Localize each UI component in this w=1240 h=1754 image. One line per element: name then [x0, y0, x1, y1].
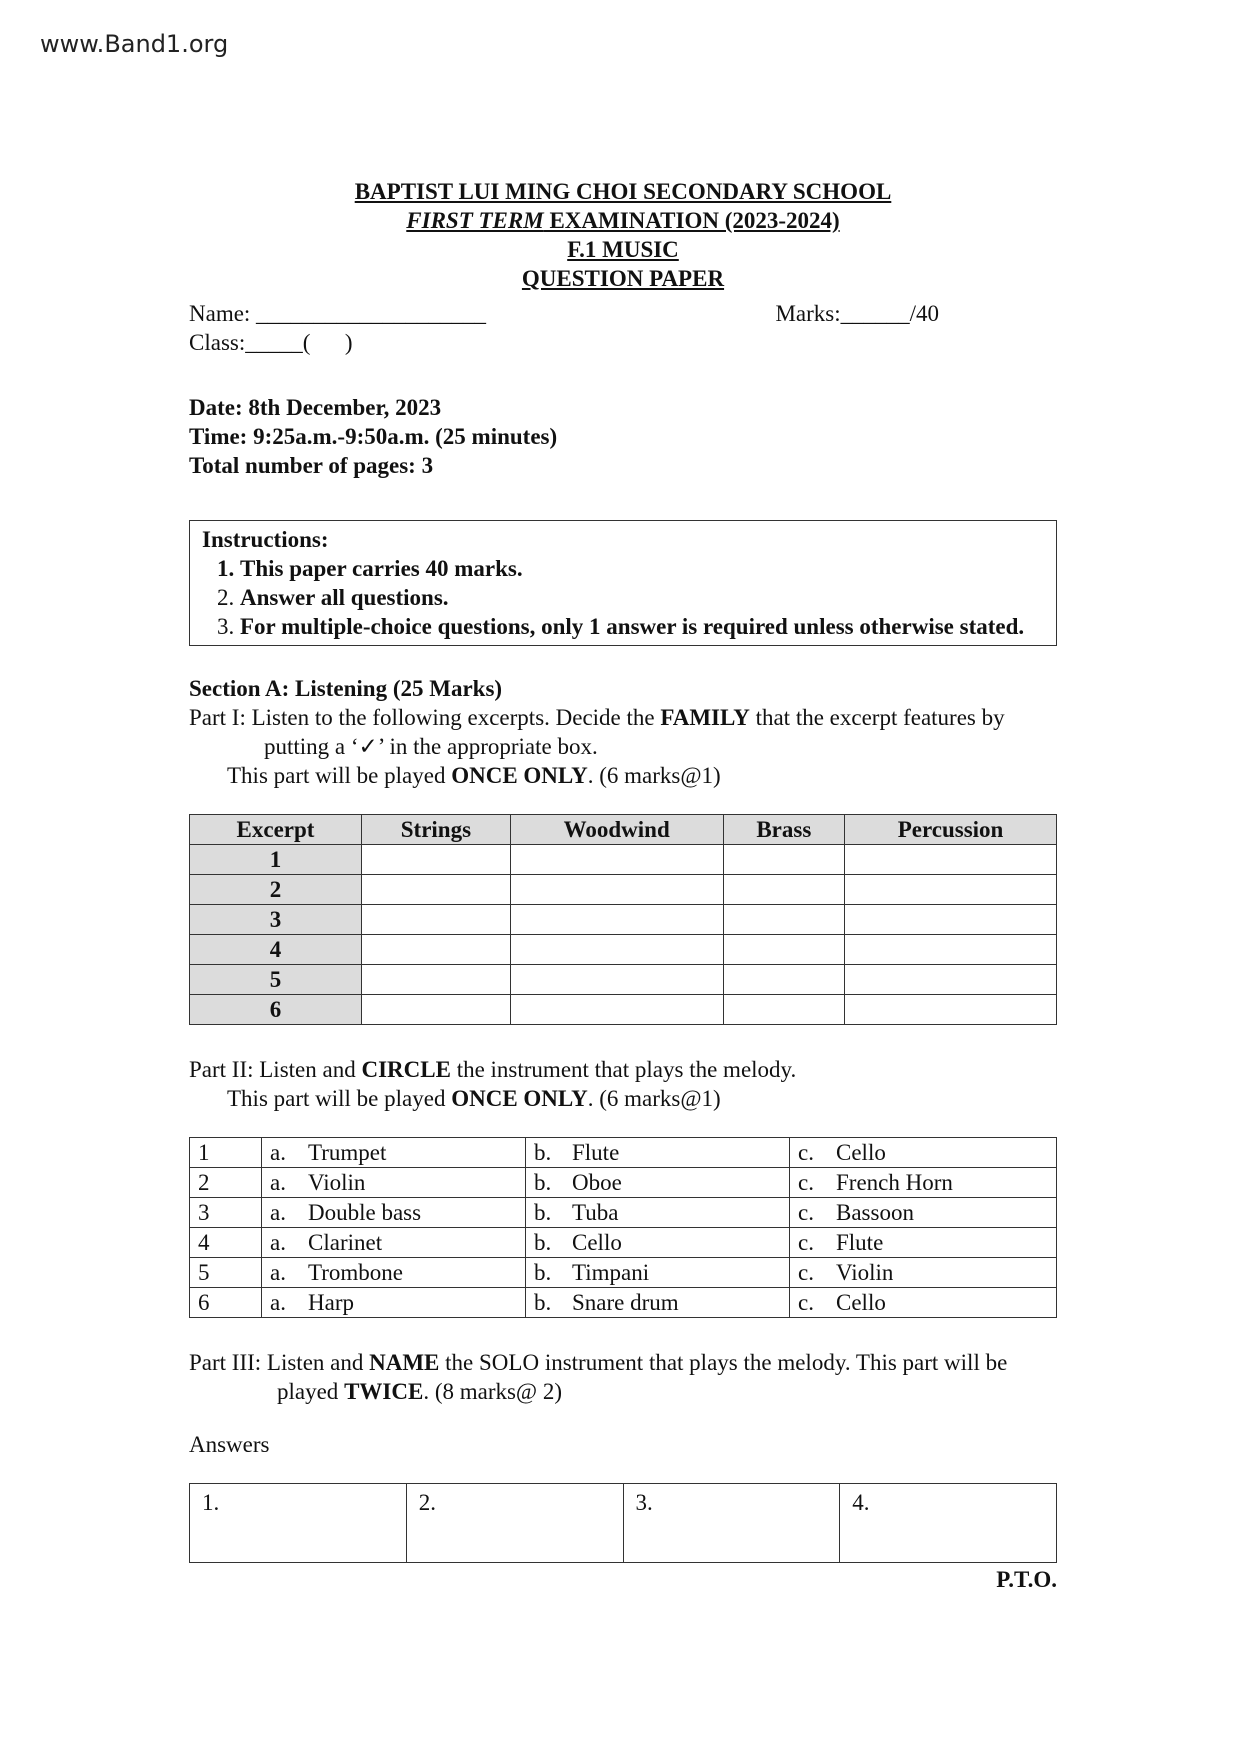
- table-row: 5: [190, 965, 1057, 995]
- answer-box[interactable]: [723, 905, 844, 935]
- option-b[interactable]: b. Oboe: [526, 1168, 790, 1198]
- answers-label: Answers: [189, 1432, 270, 1457]
- col-percussion: Percussion: [845, 815, 1057, 845]
- answer-box[interactable]: [723, 875, 844, 905]
- col-woodwind: Woodwind: [510, 815, 723, 845]
- family-table: [189, 814, 1057, 1025]
- part1-play-note: This part will be played ONCE ONLY. (6 marks@1): [227, 763, 721, 788]
- col-brass: Brass: [723, 815, 844, 845]
- exam-date: Date: 8th December, 2023: [189, 395, 442, 420]
- table-row: 3: [190, 905, 1057, 935]
- answer-box[interactable]: [510, 875, 723, 905]
- instruction-item: 2. Answer all questions.: [240, 583, 1044, 612]
- table-row: 2 a. Violin b. Oboe c. French Horn: [190, 1168, 1057, 1198]
- part2-instruction: Part II: Listen and CIRCLE the instrument that plays the melody.: [189, 1057, 797, 1082]
- option-b[interactable]: b. Cello: [526, 1228, 790, 1258]
- paper-title: QUESTION PAPER: [521, 266, 725, 291]
- col-strings: Strings: [362, 815, 511, 845]
- table-row: 4 a. Clarinet b. Cello c. Flute: [190, 1228, 1057, 1258]
- option-c[interactable]: c. Bassoon: [790, 1198, 1057, 1228]
- answer-box[interactable]: [845, 965, 1057, 995]
- answer-box[interactable]: [362, 935, 511, 965]
- exam-header: [189, 177, 1057, 293]
- option-a[interactable]: a. Clarinet: [262, 1228, 526, 1258]
- option-a[interactable]: a. Trumpet: [262, 1138, 526, 1168]
- table-row: [190, 1484, 1057, 1563]
- option-c[interactable]: c. Cello: [790, 1288, 1057, 1318]
- answer-box[interactable]: [510, 965, 723, 995]
- option-b[interactable]: b. Timpani: [526, 1258, 790, 1288]
- option-a[interactable]: a. Trombone: [262, 1258, 526, 1288]
- answer-cell-2[interactable]: 2.: [406, 1484, 623, 1563]
- option-c[interactable]: c. Flute: [790, 1228, 1057, 1258]
- answer-box[interactable]: [510, 845, 723, 875]
- answers-table: [189, 1483, 1057, 1563]
- option-b[interactable]: b. Snare drum: [526, 1288, 790, 1318]
- pto-label: P.T.O.: [996, 1567, 1057, 1592]
- instruction-item: 1. This paper carries 40 marks.: [240, 554, 1044, 583]
- watermark: www.Band1.org: [40, 30, 229, 58]
- exam-title: FIRST TERM EXAMINATION (2023-2024): [406, 208, 840, 233]
- answer-box[interactable]: [723, 965, 844, 995]
- option-a[interactable]: a. Violin: [262, 1168, 526, 1198]
- family-header-row: [190, 815, 1057, 845]
- answer-box[interactable]: [362, 845, 511, 875]
- answer-box[interactable]: [845, 845, 1057, 875]
- answer-box[interactable]: [723, 995, 844, 1025]
- table-row: 1: [190, 845, 1057, 875]
- table-row: 4: [190, 935, 1057, 965]
- answer-box[interactable]: [362, 875, 511, 905]
- answer-cell-3[interactable]: 3.: [623, 1484, 840, 1563]
- table-row: 6 a. Harp b. Snare drum c. Cello: [190, 1288, 1057, 1318]
- exam-page: [189, 177, 1057, 1594]
- table-row: 1 a. Trumpet b. Flute c. Cello: [190, 1138, 1057, 1168]
- instructions-box: [189, 520, 1057, 646]
- exam-time: Time: 9:25a.m.-9:50a.m. (25 minutes): [189, 424, 558, 449]
- table-row: 5 a. Trombone b. Timpani c. Violin: [190, 1258, 1057, 1288]
- instruction-item: 3. For multiple-choice questions, only 1 answer is required unless otherwise stated.: [240, 612, 1044, 641]
- table-row: 3 a. Double bass b. Tuba c. Bassoon: [190, 1198, 1057, 1228]
- name-field: Name: ____________________: [189, 301, 487, 326]
- option-c[interactable]: c. French Horn: [790, 1168, 1057, 1198]
- answer-box[interactable]: [845, 905, 1057, 935]
- part2-play-note: This part will be played ONCE ONLY. (6 marks@1): [227, 1086, 721, 1111]
- class-field: Class:_____( ): [189, 330, 353, 355]
- option-c[interactable]: c. Violin: [790, 1258, 1057, 1288]
- instrument-table: [189, 1137, 1057, 1318]
- part1-instruction: Part I: Listen to the following excerpts. Decide the FAMILY that the excerpt features by putting a ‘✓’ in the appropriate box.: [189, 705, 1005, 759]
- answer-box[interactable]: [362, 995, 511, 1025]
- answer-box[interactable]: [362, 905, 511, 935]
- instructions-title: Instructions:: [202, 527, 329, 552]
- answer-box[interactable]: [845, 995, 1057, 1025]
- school-name: BAPTIST LUI MING CHOI SECONDARY SCHOOL: [354, 179, 892, 204]
- instructions-list: [202, 554, 1044, 641]
- part3-instruction: Part III: Listen and NAME the SOLO instrument that plays the melody. This part will be played TWICE. (8 marks@ 2): [189, 1350, 1008, 1404]
- col-excerpt: Excerpt: [190, 815, 362, 845]
- total-pages: Total number of pages: 3: [189, 453, 434, 478]
- answer-box[interactable]: [845, 875, 1057, 905]
- option-a[interactable]: a. Double bass: [262, 1198, 526, 1228]
- option-b[interactable]: b. Tuba: [526, 1198, 790, 1228]
- subject-title: F.1 MUSIC: [567, 237, 679, 262]
- answer-box[interactable]: [510, 995, 723, 1025]
- name-marks-row: [189, 299, 1057, 328]
- option-b[interactable]: b. Flute: [526, 1138, 790, 1168]
- answer-box[interactable]: [510, 905, 723, 935]
- answer-cell-1[interactable]: 1.: [190, 1484, 407, 1563]
- answer-cell-4[interactable]: 4.: [840, 1484, 1057, 1563]
- answer-box[interactable]: [723, 845, 844, 875]
- section-a-title: Section A: Listening (25 Marks): [189, 676, 503, 701]
- marks-field: Marks:______/40: [775, 301, 939, 326]
- option-a[interactable]: a. Harp: [262, 1288, 526, 1318]
- answer-box[interactable]: [510, 935, 723, 965]
- option-c[interactable]: c. Cello: [790, 1138, 1057, 1168]
- table-row: 2: [190, 875, 1057, 905]
- answer-box[interactable]: [362, 965, 511, 995]
- answer-box[interactable]: [845, 935, 1057, 965]
- table-row: 6: [190, 995, 1057, 1025]
- answer-box[interactable]: [723, 935, 844, 965]
